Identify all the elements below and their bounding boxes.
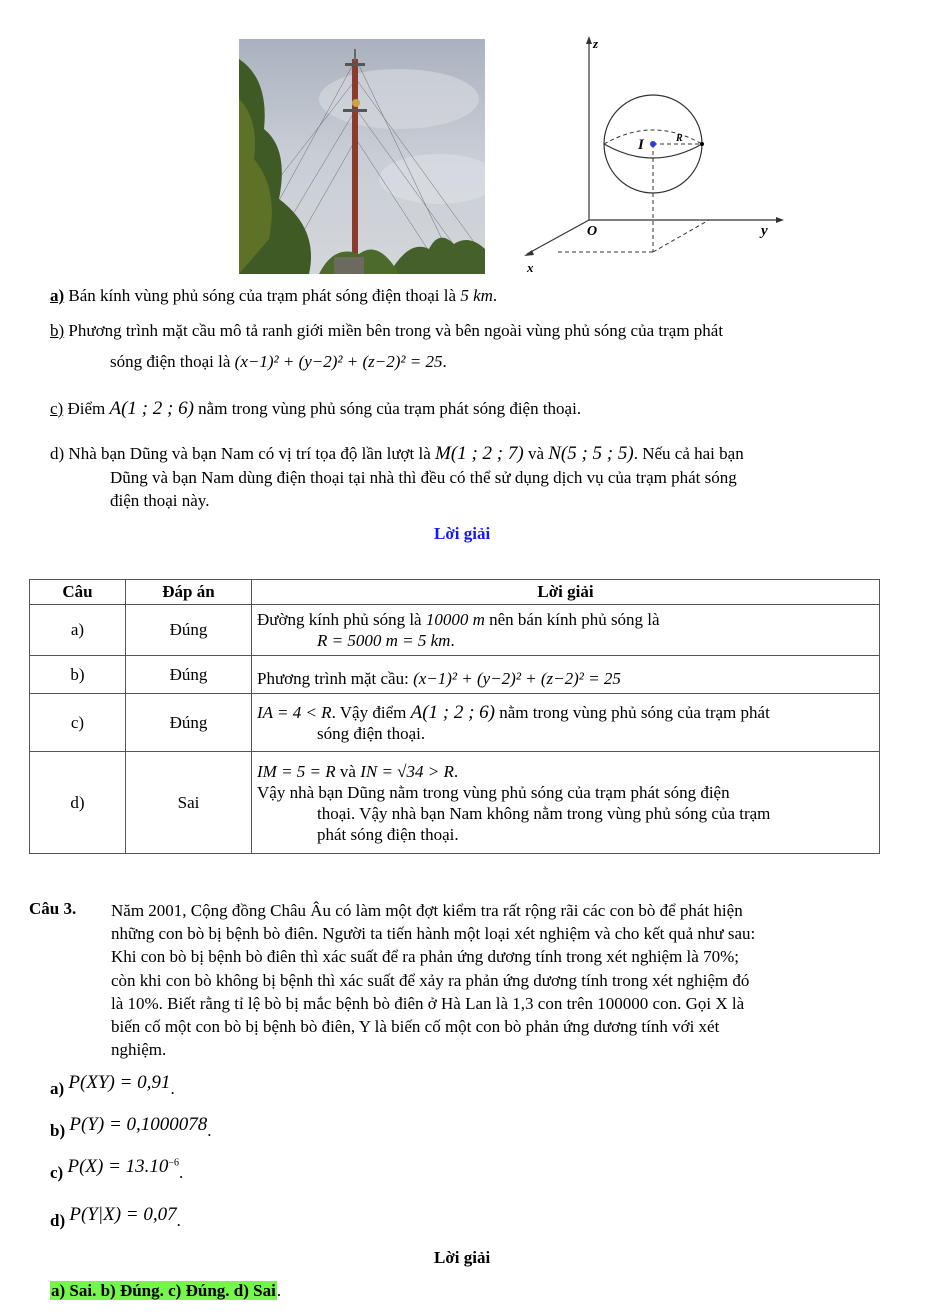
center-point-I [650,141,656,147]
question3-body: Năm 2001, Cộng đồng Châu Âu có làm một đợt kiểm tra rất rộng rãi các con bò để phát hiện những con bò bị bệnh bò điên. Người ta tiến hành một loại xét nghiệm và cho kết quả như sau: Khi con bò bị bệnh bò điên thì xác suất để ra phản ứng dương tính trong xét nghiệm là 70%; còn khi con bò không bị bệnh thì xác suất để xảy ra phản ứng dương tính trong xét nghiệm đó là 10%. Biết rằng tỉ lệ bò bị mắc bệnh bò điên ở Hà Lan là 1,3 con trên 100000 con. Gọi X là biến cố một con bò bị bệnh bò điên, Y là biến cố một con bò phản ứng dương tính với xét nghiệm. [111,901,756,1060]
option-c: c) $P(X) = 13.10^{-6}$. [50,1156,184,1182]
table-row: a) Đúng Đường kính phủ sóng là 10000 m nên bán kính phủ sóng là R = 5000 m = 5 km. [30,605,880,656]
svg-text:O: O [587,224,598,239]
solution-title: Lời giải [434,524,491,543]
x-axis [527,220,589,254]
statement-a: a) Bán kính vùng phủ sóng của trạm phát sóng điện thoại là 5 km. [50,286,498,305]
header-cau: Câu [30,580,126,605]
table-row: c) Đúng IA = 4 < R. Vậy điểm A(1 ; 2 ; 6) nằm trong vùng phủ sóng của trạm phát sóng điện thoại. [30,694,880,752]
question3-answer: a) Sai. b) Đúng. c) Đúng. d) Sai. [51,1281,282,1300]
tower-photo-art [239,39,485,274]
option-b: b) P(Y) = 0,1000078. [50,1114,212,1140]
sphere-diagram [515,32,795,277]
option-d: d) P(Y|X) = 0,07. [50,1204,181,1230]
svg-text:R: R [676,133,683,144]
statement-d: d) Nhà bạn Dũng và bạn Nam có vị trí tọa độ lần lượt là M(1 ; 2 ; 7) và N(5 ; 5 ; 5). Nếu cả hai bạn [50,443,744,464]
table-header-row [30,580,880,605]
solution-table [29,579,880,854]
header-dap-an: Đáp án [126,580,252,605]
table-row: d) Sai IM = 5 = R và IN = √34 > R. Vậy nhà bạn Dũng nằm trong vùng phủ sóng của trạm phát sóng điện thoại. Vậy nhà bạn Nam không nằm trong vùng phủ sóng của trạm phát sóng điện thoại. [30,752,880,854]
question3-solution-title: Lời giải [434,1248,491,1267]
table-row: b) Đúng Phương trình mặt cầu: (x−1)² + (y−2)² + (z−2)² = 25 [30,656,880,694]
statement-b: b) Phương trình mặt cầu mô tả ranh giới miền bên trong và bên ngoài vùng phủ sóng của trạm phát [50,321,724,340]
tower-photo [239,39,485,274]
option-a: a) P(XY) = 0,91. [50,1072,175,1098]
svg-text:y: y [761,223,768,239]
statement-c: c) Điểm A(1 ; 2 ; 6) nằm trong vùng phủ sóng của trạm phát sóng điện thoại. [50,398,582,419]
statement-b-cont: sóng điện thoại là (x−1)² + (y−2)² + (z−2)² = 25. [110,352,447,371]
statement-d-cont1: Dũng và bạn Nam dùng điện thoại tại nhà thì đều có thể sử dụng dịch vụ của trạm phát sóng [110,468,737,487]
statement-d-cont2: điện thoại này. [110,491,210,510]
header-loi-giai: Lời giải [252,580,880,605]
svg-text:I: I [638,137,644,153]
sphere-coordinate-figure [515,32,795,277]
svg-text:x: x [527,260,534,275]
svg-text:z: z [593,36,599,51]
question3-label: Câu 3. [29,899,77,918]
answer-highlight: a) Sai. b) Đúng. c) Đúng. d) Sai [51,1281,276,1300]
